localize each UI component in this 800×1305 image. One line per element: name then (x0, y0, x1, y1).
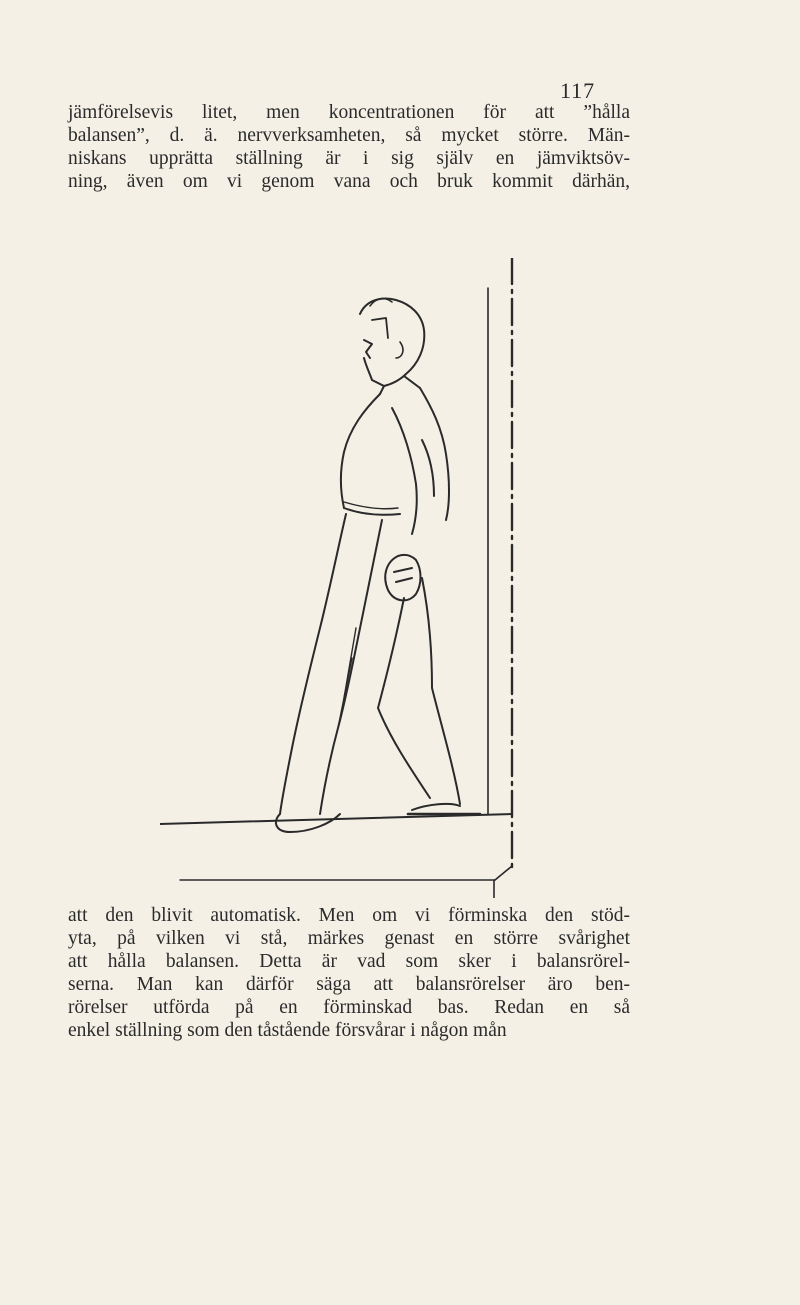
text-line: niskans upprätta ställning är i sig själv en jämviktsöv- (68, 148, 630, 169)
page-number: 117 (560, 78, 596, 103)
text-line: balansen”, d. ä. nervverksamheten, så mycket större. Män- (68, 125, 630, 146)
text-line: att den blivit automatisk. Men om vi förminska den stöd- (68, 905, 630, 926)
torso-front (341, 394, 380, 508)
torso-back (420, 388, 449, 520)
paragraph-top (68, 101, 630, 193)
back-leg-outer (422, 578, 460, 804)
paragraph-bottom (68, 904, 630, 1042)
text-line: ning, även om vi genom vana och bruk kommit därhän, (68, 171, 630, 192)
front-leg-inner (320, 520, 382, 814)
floor-line (160, 814, 512, 824)
front-shoe (276, 814, 340, 832)
hand-outline (385, 555, 420, 601)
figure-drawing (160, 258, 540, 898)
text-line: rörelser utförda på en förminskad bas. Redan en så (68, 997, 630, 1018)
text-line: enkel ställning som den tåstående försvårar i någon mån (68, 1020, 507, 1041)
text-line: serna. Man kan därför säga att balansrörelser äro ben- (68, 974, 630, 995)
back-shoe (412, 804, 460, 810)
back-leg-inner (378, 598, 430, 798)
front-leg-outer (280, 514, 346, 814)
text-line: jämförelsevis litet, men koncentrationen för att ”hålla (68, 102, 630, 123)
walking-figure-illustration (160, 258, 540, 898)
text-line: att hålla balansen. Detta är vad som sker i balansrörel- (68, 951, 630, 972)
text-line: yta, på vilken vi stå, märkes genast en större svårighet (68, 928, 630, 949)
